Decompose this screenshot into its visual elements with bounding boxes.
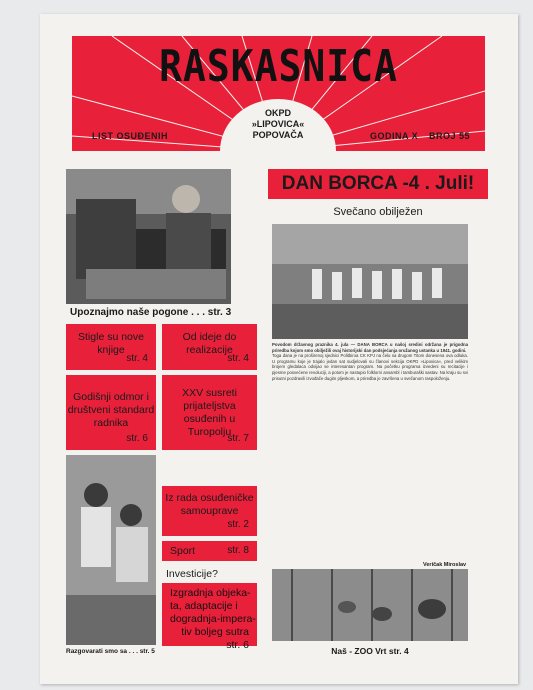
masthead: [72, 36, 485, 151]
box-od-ideje[interactable]: [162, 324, 257, 370]
subheadline: Svečano obilježen: [333, 206, 423, 218]
box-page: str. 6: [126, 433, 148, 444]
publisher-block: [230, 108, 326, 141]
kitchen-photo: [66, 455, 156, 645]
year-label: GODINA X: [370, 131, 419, 141]
box-line: ta, adaptacije i: [170, 600, 238, 612]
box-sport[interactable]: [162, 541, 257, 561]
zoo-photo: [272, 569, 468, 641]
box-line: tiv boljeg sutra str. 6: [181, 626, 249, 651]
list-label: LIST OSUĐENIH: [92, 131, 169, 141]
box-title: XXV susreti prijateljstva osuđenih u Turopolju: [182, 387, 237, 438]
box-title: Sport: [170, 545, 196, 557]
box-line: Izgradnja objeka-: [170, 587, 251, 599]
box-heading: Investicije?: [166, 568, 218, 580]
box-xxv-susreti[interactable]: [162, 375, 257, 450]
box-page: str. 7: [227, 433, 249, 444]
box-page: str. 2: [227, 519, 249, 530]
publisher-line-3: POPOVAČA: [252, 130, 304, 140]
article-body: [272, 342, 468, 552]
box-investicije[interactable]: [162, 566, 257, 651]
box-title: Od ideje do realizacije: [182, 331, 237, 356]
box-page: str. 4: [126, 353, 148, 364]
factory-photo: [66, 169, 231, 304]
box-iz-rada[interactable]: [162, 486, 257, 536]
celebration-photo: [272, 224, 468, 339]
box-page: str. 8: [227, 545, 249, 556]
zoo-photo-credit: Veričak Miroslav: [423, 562, 467, 568]
box-title: Iz rada osuđeničke samouprave: [165, 492, 254, 517]
photo-caption-razgovarati: Razgovarati smo sa . . . str. 5: [66, 648, 155, 655]
box-page: str. 4: [227, 353, 249, 364]
photo-caption-pogone: Upoznajmo naše pogone . . . str. 3: [70, 307, 232, 318]
box-title: Stigle su nove knjige: [78, 331, 144, 356]
newspaper-page: [40, 14, 518, 684]
photo-caption-zoo: Naš - ZOO Vrt str. 4: [331, 646, 409, 656]
newspaper-title: RASKASNICA: [159, 40, 398, 92]
headline-dan-borca: DAN BORCA -4 . Juli!: [268, 169, 488, 199]
publisher-line-2: »LIPOVICA«: [251, 119, 305, 129]
box-line: dogradnja-impera-: [170, 613, 256, 625]
article-lead: Povodom državnog praznika 4. jula — DANA BORCA u našoj sredini održana je prigodna priredba kojom smo obilježili ovaj historijski dan podsjećanja oružanog ustanka u 1941. godini.: [272, 342, 468, 353]
issue-number: BROJ 55: [429, 131, 471, 141]
article-text: Toga dana je na proširenoj sjednici Politbiroa CK KPJ na čelu sa drugom Titom donesena ova odluka. U programu koje je trajalo jedan sat sudjelovali su članovi sekcija OKPD »Lipovica«, pred velikim brojem gledalaca odvijao se interesantan program. Na početku programa izvedeni su recitacije i pjesme posvećene revoluciji, a potom je nastupio folklorni ansambl i tamburaški sastav. Na kraju su svi prisutni pozdravili izvođače dugim pljeskom, a priredba je završena u svečanom raspoloženju.: [272, 353, 468, 381]
box-godisnji-odmor[interactable]: [66, 375, 156, 450]
box-stigle-knjige[interactable]: [66, 324, 156, 370]
publisher-line-1: OKPD: [264, 108, 291, 118]
box-title: Godišnji odmor i društveni standard radnika: [67, 391, 155, 429]
